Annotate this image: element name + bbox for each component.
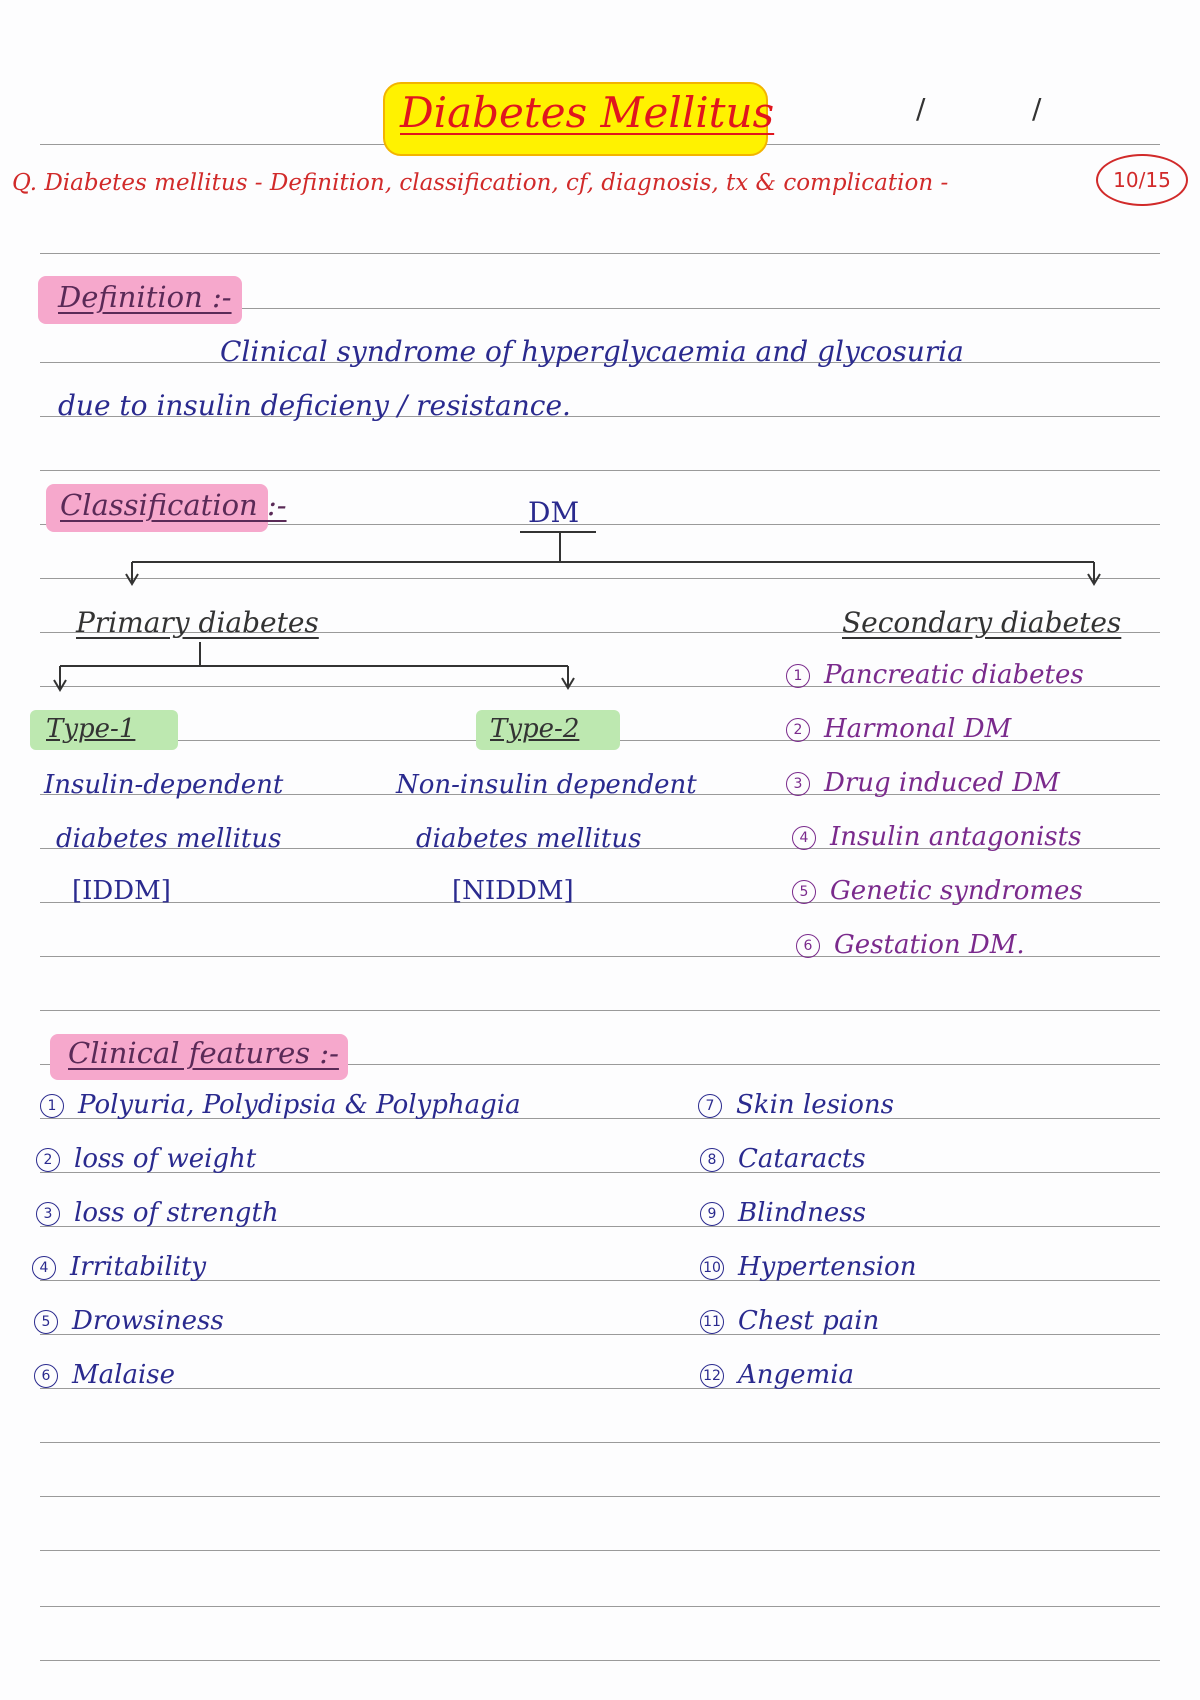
secondary-diabetes-label: Secondary diabetes [842,606,1122,639]
type1-label: Type-1 [46,714,136,744]
item-number: 12 [700,1364,724,1388]
primary-diabetes-label: Primary diabetes [76,606,319,639]
item-number: 7 [698,1094,722,1118]
item-number: 8 [700,1148,724,1172]
date-mark: / [916,92,926,125]
item-text: Hypertension [738,1252,917,1282]
type2-line-2: diabetes mellitus [416,824,642,854]
feature-item [36,1144,256,1174]
item-number: 11 [700,1310,724,1334]
item-number: 5 [34,1310,58,1334]
item-text: Gestation DM. [834,930,1025,960]
feature-item [36,1198,279,1228]
item-text: Polyuria, Polydipsia & Polyphagia [78,1090,521,1120]
secondary-item [792,876,1083,906]
feature-item [34,1306,224,1336]
feature-item [700,1306,879,1336]
secondary-item [796,930,1025,960]
item-text: Malaise [72,1360,175,1390]
definition-heading: Definition :- [58,280,232,314]
type2-line-1: Non-insulin dependent [396,770,697,800]
secondary-item [786,660,1084,690]
item-text: Skin lesions [736,1090,894,1120]
item-number: 2 [36,1148,60,1172]
item-number: 1 [786,664,810,688]
item-text: Chest pain [738,1306,880,1336]
item-number: 10 [700,1256,724,1280]
item-text: Drowsiness [72,1306,224,1336]
item-number: 4 [792,826,816,850]
definition-line-2: due to insulin deficieny / resistance. [58,389,571,422]
secondary-item [792,822,1081,852]
item-number: 4 [32,1256,56,1280]
feature-item [700,1144,866,1174]
item-number: 3 [786,772,810,796]
clinical-features-heading: Clinical features :- [68,1036,339,1070]
type1-abbr: [IDDM] [72,876,171,906]
feature-item [32,1252,206,1282]
item-number: 3 [36,1202,60,1226]
feature-item [700,1252,916,1282]
item-number: 5 [792,880,816,904]
item-text: Insulin antagonists [830,822,1082,852]
feature-item [700,1198,866,1228]
item-number: 6 [34,1364,58,1388]
feature-item [34,1360,175,1390]
item-text: Irritability [70,1252,207,1282]
page-title: Diabetes Mellitus [400,88,775,137]
feature-item [40,1090,521,1120]
question-text: Q. Diabetes mellitus - Definition, classification, cf, diagnosis, tx & complication - [12,170,949,196]
secondary-item [786,714,1011,744]
item-text: Blindness [738,1198,866,1228]
item-number: 6 [796,934,820,958]
item-text: loss of weight [74,1144,257,1174]
classification-heading: Classification :- [60,488,287,522]
type1-line-2: diabetes mellitus [56,824,282,854]
feature-item [700,1360,854,1390]
item-number: 9 [700,1202,724,1226]
type2-label: Type-2 [490,714,580,744]
item-text: Genetic syndromes [830,876,1083,906]
item-text: Drug induced DM [824,768,1060,798]
marks-badge: 10/15 [1096,154,1188,206]
secondary-item [786,768,1060,798]
dm-root-label: DM [528,496,580,529]
item-text: Pancreatic diabetes [824,660,1084,690]
item-text: Angemia [738,1360,855,1390]
type2-abbr: [NIDDM] [452,876,574,906]
date-mark: / [1032,92,1042,125]
item-text: loss of strength [74,1198,279,1228]
definition-line-1: Clinical syndrome of hyperglycaemia and glycosuria [220,335,964,368]
item-number: 2 [786,718,810,742]
feature-item [698,1090,894,1120]
item-number: 1 [40,1094,64,1118]
type1-line-1: Insulin-dependent [44,770,284,800]
item-text: Harmonal DM [824,714,1012,744]
item-text: Cataracts [738,1144,866,1174]
